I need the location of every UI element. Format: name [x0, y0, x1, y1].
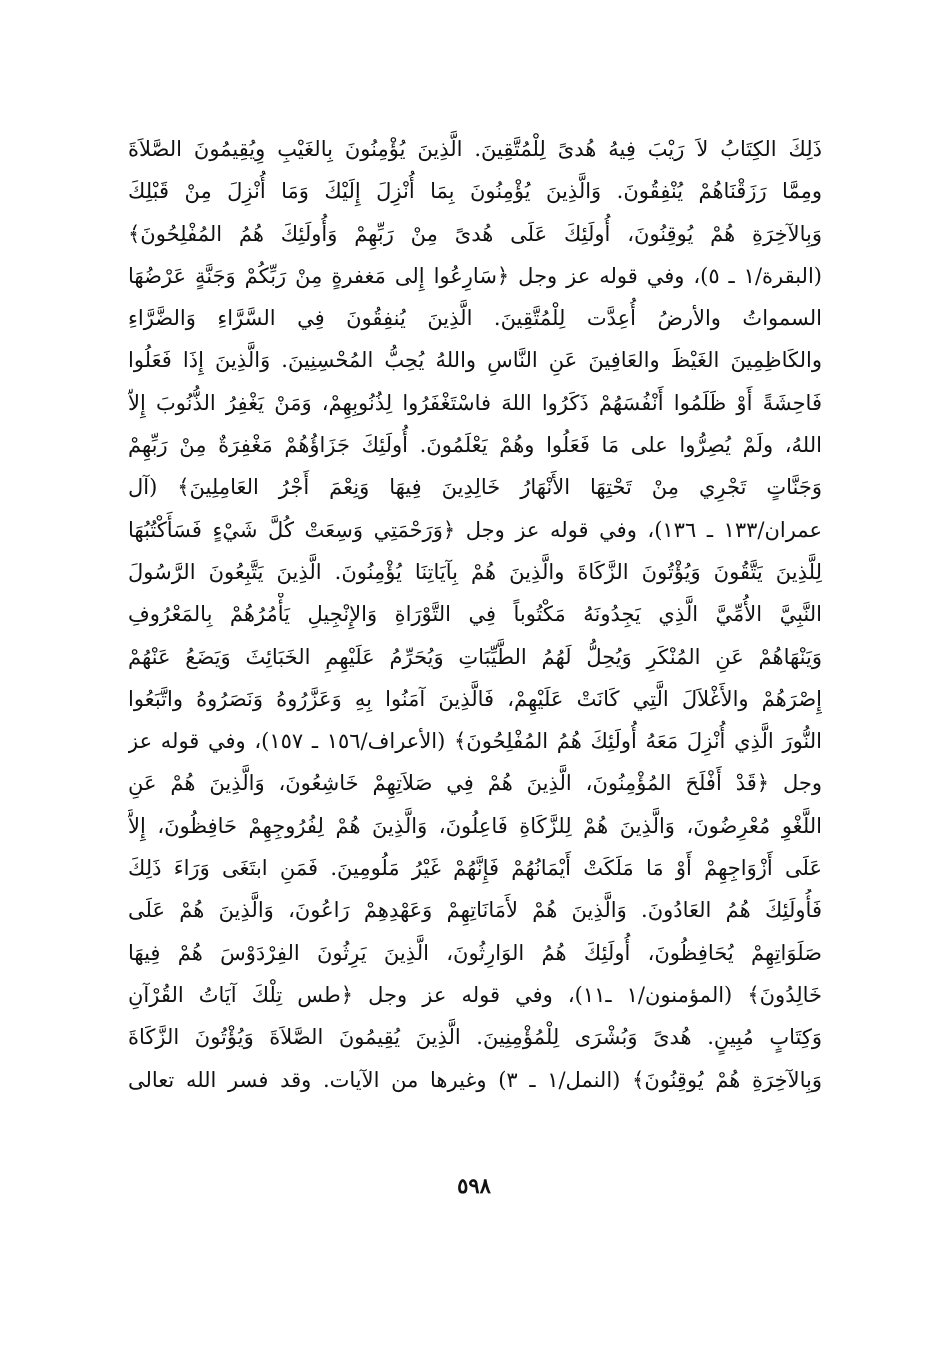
text-line: وَكِتَابٍ مُبِينٍ. هُدىً وَبُشْرَى لِلْمُؤْمِنِينَ. الَّذِينَ يُقِيمُونَ الصَّلاَةَ وَيُؤْتُونَ الزَّكَاةَ — [128, 1025, 822, 1050]
text-line: وَيَنْهَاهُمْ عَنِ المُنْكَرِ وَيُحِلُّ لَهُمُ الطَّيِّبَاتِ وَيُحَرِّمُ عَلَيْهِمِ الخَبَائِثَ وَيَضَعُ عَنْهُمْ — [128, 644, 822, 669]
text-line: إِصْرَهُمْ والأَغْلاَلَ الَّتِي كَانَتْ عَلَيْهِمْ، فَالَّذِينَ آمَنُوا بِهِ وَعَزَّرُوهُ وَنَصَرُوهُ واتَّبَعُوا — [128, 686, 822, 711]
text-line: فَاحِشَةً أَوْ ظَلَمُوا أَنْفُسَهُمْ ذَكَرُوا اللهَ فاسْتَغْفَرُوا لِذُنُوبِهِمْ، وَمَنْ يَغْفِرُ الذُّنُوبَ إِلاّ — [128, 390, 822, 415]
text-line: وَبِالآخِرَةِ هُمْ يُوقِنُونَ﴾ (النمل/١ ـ ٣) وغيرها من الآيات. وقد فسر الله تعالى — [128, 1067, 822, 1092]
text-line: اللَّغْوِ مُعْرِضُونَ، وَالَّذِينَ هُمْ لِلزَّكَاةِ فَاعِلُونَ، وَالَّذِينَ هُمْ لِفُرُوجِهِمْ حَافِظُونَ، إِلاَّ — [128, 813, 822, 838]
text-line: لِلَّذِينَ يَتَّقُونَ وَيُؤْتُونَ الزَّكَاةَ والَّذِينَ هُمْ بِآيَاتِنَا يُؤْمِنُونَ. الَّذِينَ يَتَّبِعُونَ الرَّسُولَ — [128, 559, 822, 584]
text-line: النُّورَ الَّذِي أُنْزِلَ مَعَهُ أُولَئِكَ هُمُ المُفْلِحُونَ﴾ (الأعراف/١٥٦ ـ ١٥٧)، وفي قوله عز — [128, 729, 822, 754]
text-line: وجل ﴿قَدْ أَفْلَحَ المُؤْمِنُونَ، الَّذِينَ هُمْ فِي صَلاَتِهِمْ خَاشِعُونَ، وَالَّذِينَ هُمْ عَنِ — [128, 771, 822, 796]
text-line: والكَاظِمِينَ الغَيْظَ والعَافِينَ عَنِ النَّاسِ واللهُ يُحِبُّ المُحْسِنِينَ. وَالَّذِينَ إِذَا فَعَلُوا — [128, 348, 822, 373]
text-line: صَلَوَاتِهِمْ يُحَافِظُونَ، أُولَئِكَ هُمُ الوَارِثُونَ، الَّذِينَ يَرِثُونَ الفِرْدَوْسَ هُمْ فِيهَا — [128, 940, 822, 965]
text-line: اللهُ، ولَمْ يُصِرُّوا على مَا فَعَلُوا وهُمْ يَعْلَمُونَ. أُولَئِكَ جَزَاؤُهُمْ مَغْفِرَةٌ مِنْ رَبِّهِمْ — [128, 433, 822, 458]
text-line: عَلَى أَزْوَاجِهِمْ أَوْ مَا مَلَكَتْ أَيْمَانُهُمْ فَإِنَّهُمْ غَيْرُ مَلُومِينَ. فَمَنِ ابتَغَى وَرَاءَ ذَلِكَ — [128, 856, 822, 881]
text-line: السمواتُ والأرضُ أُعِدَّت لِلْمُتَّقِينَ. الَّذِينَ يُنفِقُونَ فِي السَّرَّاءِ وَالضَّرَّاءِ — [128, 306, 822, 331]
page-number: ٥٩٨ — [457, 1173, 491, 1198]
text-line: وَجَنَّاتٍ تَجْرِي مِنْ تَحْتِهَا الأَنْهَارُ خَالِدِينَ فِيهَا وَنِعْمَ أَجْرُ العَامِلِينَ﴾ (آل — [128, 475, 822, 500]
text-line: خَالِدُونَ﴾ (المؤمنون/١ ـ١١)، وفي قوله عز وجل ﴿طس تِلْكَ آيَاتُ القُرْآنِ — [128, 982, 822, 1007]
body-text — [128, 128, 822, 1101]
text-line: فَأُولَئِكَ هُمُ العَادُونَ. وَالَّذِينَ هُمْ لأَمَانَاتِهِمْ وَعَهْدِهِمْ رَاعُونَ، وَالَّذِينَ هُمْ عَلَى — [128, 898, 822, 923]
text-line: (البقرة/١ ـ ٥)، وفي قوله عز وجل ﴿سَارِعُوا إِلى مَغفرةٍ مِنْ رَبِّكُمْ وَجَنَّةٍ عَرْضُهَا — [128, 263, 822, 288]
text-line: النَّبِيَّ الأُمِّيَّ الَّذِي يَجِدُونَهُ مَكْتُوباً فِي التَّوْرَاةِ وَالإِنْجِيلِ يَأْمُرُهُمْ بِالمَعْرُوفِ — [128, 602, 822, 627]
text-line: ومِمَّا رَزَقْنَاهُمْ يُنْفِقُونَ. وَالَّذِينَ يُؤْمِنُونَ بِمَا أُنْزِلَ إِلَيْكَ وَمَا أُنْزِلَ مِنْ قَبْلِكَ — [128, 179, 822, 204]
text-line: وَبِالآخِرَةِ هُمْ يُوقِنُونَ، أُولَئِكَ عَلَى هُدىً مِنْ رَبِّهِمْ وَأُولَئِكَ هُمُ المُفْلِحُونَ﴾ — [128, 221, 822, 246]
text-line: عمران/١٣٣ ـ ١٣٦)، وفي قوله عز وجل ﴿وَرَحْمَتِي وَسِعَتْ كُلَّ شَيْءٍ فَسَأَكْتُبُهَا — [128, 517, 822, 542]
text-line: ذَلِكَ الكِتَابُ لاَ رَيْبَ فِيهُ هُدىً لِلْمُتَّقِينَ. الَّذِينَ يُؤْمِنُونَ بِالغَيْبِ وِيُقِيمُونَ الصَّلاَةَ — [128, 137, 822, 161]
